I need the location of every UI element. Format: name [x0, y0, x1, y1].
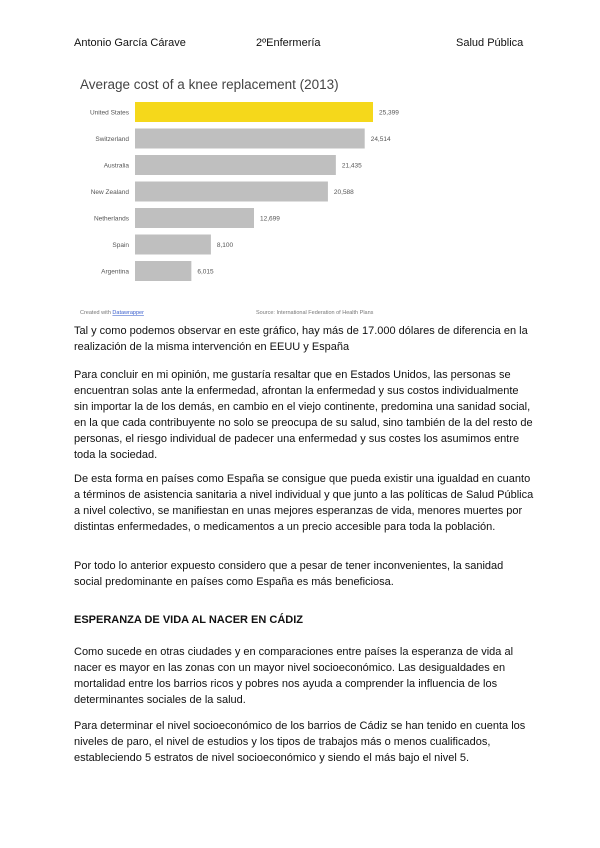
bar-category-label: Australia	[103, 162, 129, 170]
paragraph-conclusion: Para concluir en mi opinión, me gustaría resaltar que en Estados Unidos, las personas se encuentran solas ante la enfermedad, afrontan la enfermedad y sus costos individualmente sin importar la de los demás, en cambio en el viejo continente, predomina una sanidad social, en la que cada contribuyente no solo se preocupa de su salud, sino también de la del resto de personas, el riesgo individual de padecer una enfermedad y sus costes los asumimos entre toda la sociedad.	[74, 369, 533, 461]
paragraph-cost-difference: Tal y como podemos observar en este gráfico, hay más de 17.000 dólares de diferencia en la realización de la misma intervención en EEUU y España	[74, 325, 528, 353]
bar-value-label: 24,514	[370, 135, 391, 143]
header-subject: Salud Pública	[456, 37, 524, 49]
bar	[135, 261, 191, 281]
bar-category-label: Switzerland	[95, 135, 129, 143]
datawrapper-link[interactable]: Datawrapper	[112, 310, 144, 316]
bar-value-label: 6,015	[197, 268, 214, 276]
bar	[135, 155, 336, 175]
bar	[135, 182, 328, 202]
bar-category-label: Argentina	[101, 268, 129, 276]
chart-footer-created	[80, 310, 144, 316]
section-heading: ESPERANZA DE VIDA AL NACER EN CÁDIZ	[74, 614, 303, 626]
chart-title: Average cost of a knee replacement (2013)	[80, 77, 339, 92]
bar-category-label: Spain	[112, 241, 129, 249]
header-author: Antonio García Cárave	[74, 37, 186, 49]
chart-footer-created-text: Created with	[80, 310, 111, 316]
bar	[135, 129, 365, 149]
bar-value-label: 25,399	[379, 109, 399, 117]
bar	[135, 102, 373, 122]
bar	[135, 235, 211, 255]
bar-category-label: Netherlands	[93, 215, 129, 223]
bar-category-label: New Zealand	[90, 188, 129, 196]
paragraph-equality: De esta forma en países como España se consigue que pueda existir una igualdad en cuanto a términos de asistencia sanitaria a nivel individual y que junto a las políticas de Salud Pública a nivel colectivo, se manifiestan en unas mejores esperanzas de vida, menores muertes por distintas enfermedades, o medicamentos a un precio accesible para toda la población.	[74, 473, 534, 533]
paragraph-life-expectancy: Como sucede en otras ciudades y en comparaciones entre países la esperanza de vida al nacer es mayor en las zonas con un mayor nivel socioeconómico. Las desigualdades en mortalidad entre los barrios ricos y pobres nos ayuda a comprender la influencia de los determinantes sociales de la salud.	[74, 646, 514, 706]
bar	[135, 208, 254, 228]
knee-replacement-cost-chart	[78, 74, 438, 324]
bar-value-label: 8,100	[216, 241, 234, 249]
paragraph-socioeconomic-level: Para determinar el nivel socioeconómico de los barrios de Cádiz se han tenido en cuenta los niveles de paro, el nivel de estudios y los tipos de trabajos más o menos cualificados, estableciendo 5 estratos de nivel socioeconómico y siendo el más bajo el nivel 5.	[74, 720, 526, 764]
chart-footer-source: Source: International Federation of Health Plans	[256, 310, 374, 316]
bar-category-label: United States	[89, 109, 129, 117]
bar-value-label: 21,435	[341, 162, 362, 170]
bar-value-label: 20,588	[333, 188, 354, 196]
paragraph-social-health: Por todo lo anterior expuesto considero que a pesar de tener inconvenientes, la sanidad social predominante en países como España es más beneficiosa.	[74, 560, 504, 588]
bar-value-label: 12,699	[259, 215, 280, 223]
header-course: 2ºEnfermería	[256, 37, 321, 49]
